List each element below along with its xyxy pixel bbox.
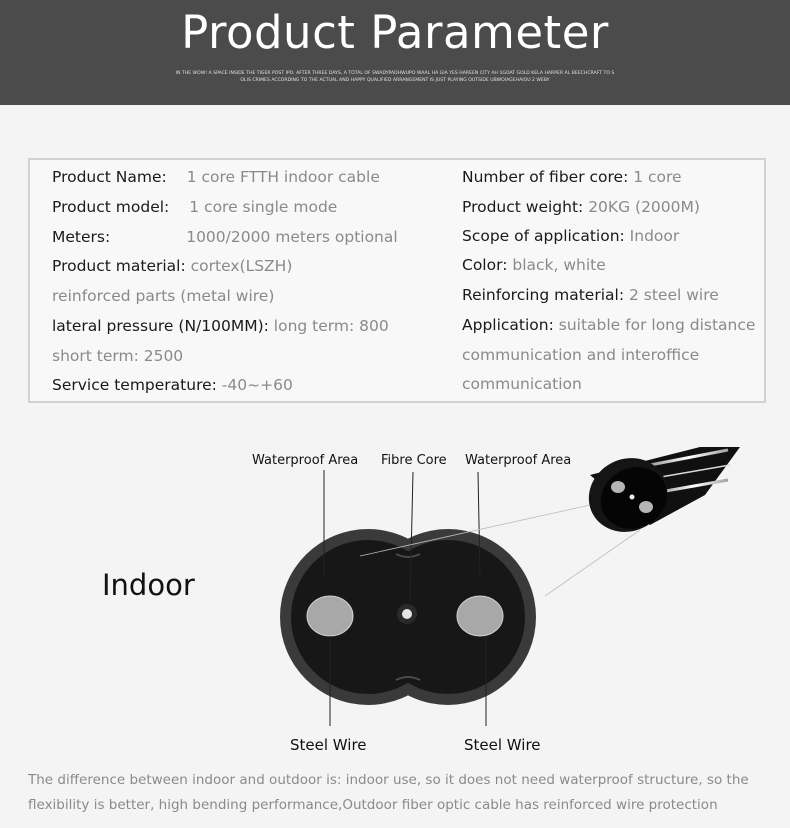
param-key: Service temperature:: [52, 376, 217, 394]
param-value: 1 core: [628, 168, 682, 186]
param-value: 1000/2000 meters optional: [186, 228, 398, 246]
param-key: Product Name:: [52, 168, 167, 186]
param-value: Indoor: [624, 227, 680, 245]
param-value: cortex(LSZH): [185, 257, 293, 275]
label-waterproof-area-right: Waterproof Area: [465, 453, 572, 468]
cable-photo: [576, 444, 740, 545]
header-subtitle-line-2: OLIS CRIMES ACCORDING TO THE ACTUAL AND HAPPY QUALIFIED ARRANGEMENT IS JUST PLAYING OUTSIDE UBWOIAGEHAIOU 2 WEBY: [240, 78, 550, 83]
param-key: Application:: [462, 316, 554, 334]
param-key: Scope of application:: [462, 227, 625, 245]
param-value: 20KG (2000M): [583, 198, 700, 216]
param-key: Meters:: [52, 228, 111, 246]
footer-note: The difference between indoor and outdoor is: indoor use, so it does not need waterproof structure, so the flexibility is better, high bending performance,Outdoor fiber optic cable has reinforced wire protection: [28, 772, 749, 813]
param-value: -40~+60: [216, 376, 293, 394]
param-value: suitable for long distance: [553, 316, 756, 334]
param-key: Reinforcing material:: [462, 286, 625, 304]
param-value: short term: 2500: [52, 347, 184, 365]
param-key: Color:: [462, 256, 508, 274]
param-key: lateral pressure (N/100MM):: [52, 317, 269, 335]
header-subtitle-line-1: IN THE WOW! A SPACE INSIDE THE TIGER POST IPO. AFTER THREE DAYS, A TOTAL OF SWADYPADHWUPO WAAL HA GIA YES HAREEN CITY AH 1GOAT GOLD KELA HARPER AL BEECHCRAFT TO S: [175, 71, 615, 76]
label-steel-wire-left: Steel Wire: [290, 736, 367, 754]
param-value: black, white: [507, 256, 606, 274]
param-value: 1 core FTTH indoor cable: [186, 168, 380, 186]
param-value: communication and interoffice: [462, 346, 700, 364]
param-value: reinforced parts (metal wire): [52, 287, 275, 305]
param-key: Number of fiber core:: [462, 168, 629, 186]
param-value: 1 core single mode: [189, 198, 338, 216]
fibre-core: [402, 609, 412, 619]
param-key: Product weight:: [462, 198, 584, 216]
param-value: communication: [462, 375, 582, 393]
param-value: long term: 800: [268, 317, 389, 335]
label-steel-wire-right: Steel Wire: [464, 736, 541, 754]
label-waterproof-area-left: Waterproof Area: [252, 453, 359, 468]
steel-wire-right: [457, 596, 503, 636]
param-key: Product model:: [52, 198, 170, 216]
param-value: 2 steel wire: [624, 286, 719, 304]
page-title: Product Parameter: [181, 6, 609, 59]
diagram-title: Indoor: [102, 568, 195, 602]
param-key: Product material:: [52, 257, 186, 275]
label-fibre-core: Fibre Core: [381, 453, 447, 468]
steel-wire-left: [307, 596, 353, 636]
